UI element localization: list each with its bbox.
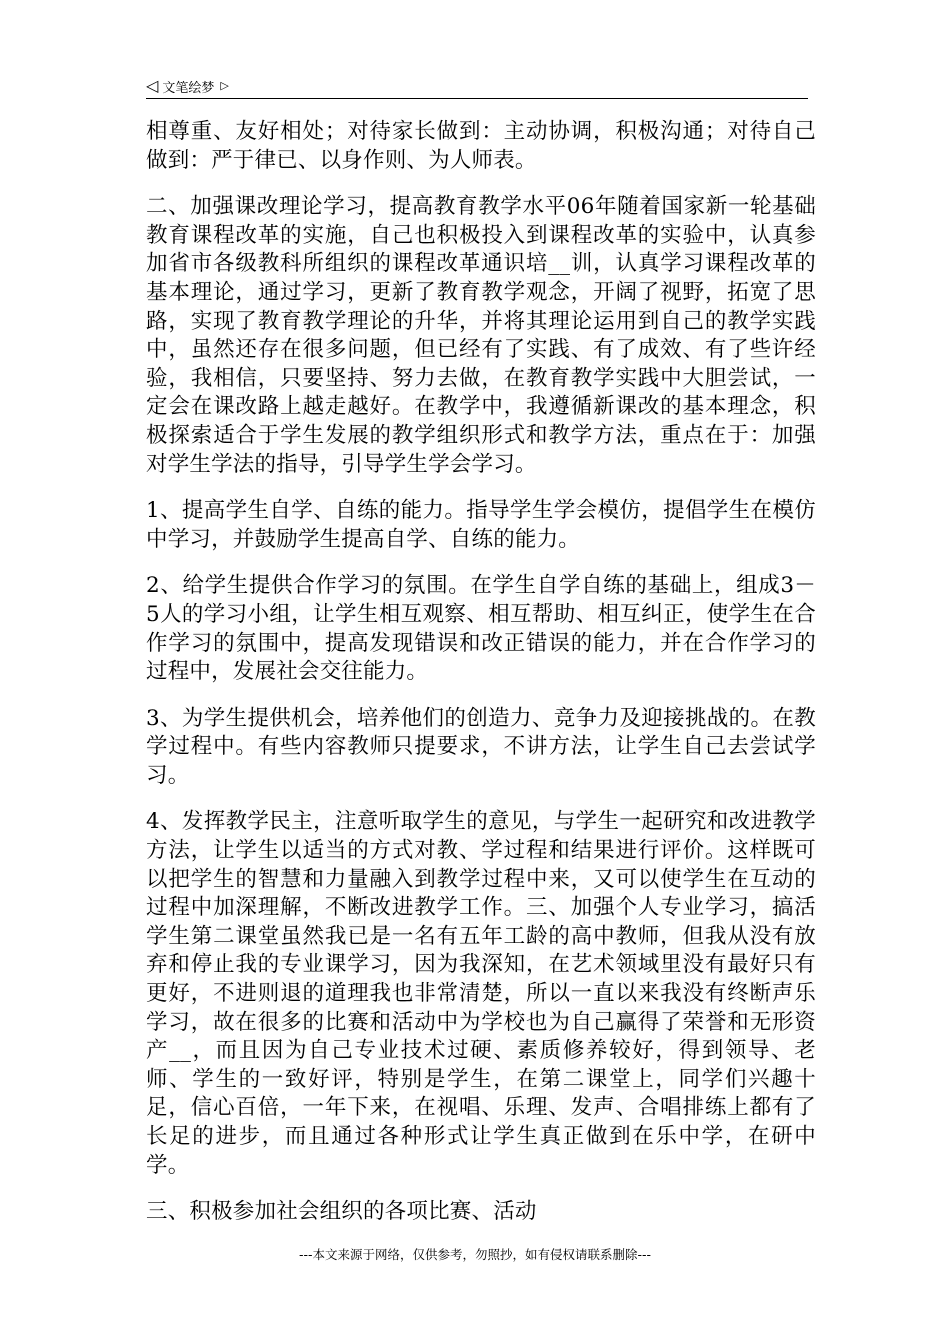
paragraph: 二、加强课改理论学习，提高教育教学水平06年随着国家新一轮基础教育课程改革的实施，自己也积极投入到课程改革的实验中，认真参加省市各级教科所组织的课程改革通识培__训，认真学习课程改革的基本理论，通过学习，更新了教育教学观念，开阔了视野，拓宽了思路，实现了教育教学理论的升华，并将其理论运用到自己的教学实践中，虽然还存在很多问题，但已经有了实践、有了成效、有了些许经验，我相信，只要坚持、努力去做，在教育教学实践中大胆尝试，一定会在课改路上越走越好。在教学中，我遵循新课改的基本理念，积极探索适合于学生发展的教学组织形式和教学方法，重点在于：加强对学生学法的指导，引导学生学会学习。: [146, 194, 816, 477]
paragraph: 3、为学生提供机会，培养他们的创造力、竞争力及迎接挑战的。在教学过程中。有些内容教师只提要求，不讲方法，让学生自己去尝试学习。: [146, 705, 816, 788]
paragraph: 2、给学生提供合作学习的氛围。在学生自学自练的基础上，组成3－5人的学习小组，让学生相互观察、相互帮助、相互纠正，使学生在合作学习的氛围中，提高发现错误和改正错误的能力，并在合作学习的过程中，发展社会交往能力。: [146, 573, 816, 685]
page-header: [146, 74, 808, 98]
footer-disclaimer: ---本文来源于网络，仅供参考，勿照抄，如有侵权请联系删除---: [298, 1247, 652, 1262]
triangle-right-outline-icon: ▷: [220, 79, 229, 92]
header-rule: [146, 98, 808, 99]
document-body: [146, 118, 816, 1245]
paragraph: 相尊重、友好相处；对待家长做到：主动协调，积极沟通；对待自己做到：严于律已、以身作则、为人师表。: [146, 119, 816, 173]
brand-name: 文笔绘梦: [162, 80, 215, 96]
paragraph: 4、发挥教学民主，注意听取学生的意见，与学生一起研究和改进教学方法，让学生以适当的方式对教、学过程和结果进行评价。这样既可以把学生的智慧和力量融入到教学过程中来，又可以使学生在互动的过程中加深理解，不断改进教学工作。三、加强个人专业学习，搞活学生第二课堂虽然我已是一名有五年工龄的高中教师，但我从没有放弃和停止我的专业课学习，因为我深知，在艺术领域里没有最好只有更好，不进则退的道理我也非常清楚，所以一直以来我没有终断声乐学习，故在很多的比赛和活动中为学校也为自己赢得了荣誉和无形资产__，而且因为自己专业技术过硬、素质修养较好，得到领导、老师、学生的一致好评，特别是学生，在第二课堂上，同学们兴趣十足，信心百倍，一年下来，在视唱、乐理、发声、合唱排练上都有了长足的进步，而且通过各种形式让学生真正做到在乐中学，在研中学。: [146, 809, 816, 1178]
paragraph: 1、提高学生自学、自练的能力。指导学生学会模仿，提倡学生在模仿中学习，并鼓励学生提高自学、自练的能力。: [146, 498, 816, 552]
section-heading: 三、积极参加社会组织的各项比赛、活动: [146, 1199, 537, 1225]
triangle-left-outline-icon: ◁: [146, 76, 159, 95]
